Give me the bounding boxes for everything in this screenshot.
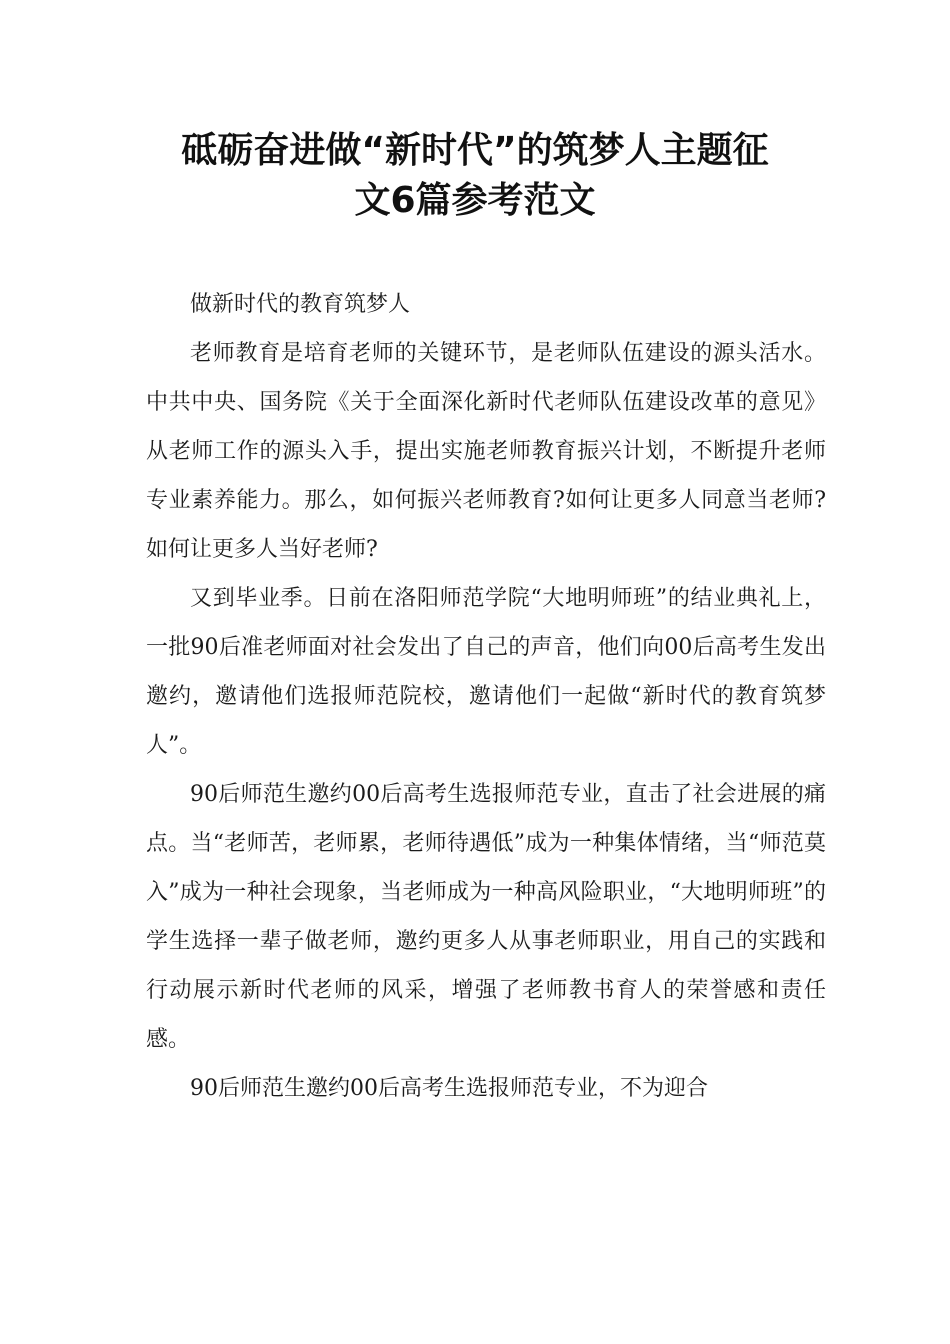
title-line-2: 文6篇参考范文: [354, 180, 596, 221]
paragraph-3: 90后师范生邀约00后高考生选报师范专业，直击了社会进展的痛点。当“老师苦，老师累，老师待遇低”成为一种集体情绪，当“师范莫入”成为一种社会现象，当老师成为一种高风险职业，“大地明师班”的学生选择一辈子做老师，邀约更多人从事老师职业，用自己的实践和行动展示新时代老师的风采，增强了老师教书育人的荣誉感和责任感。: [146, 782, 826, 1052]
paragraph-4: 90后师范生邀约00后高考生选报师范专业，不为迎合: [190, 1076, 708, 1101]
document-title: [100, 126, 850, 226]
section-subheading: 做新时代的教育筑梦人: [190, 292, 411, 317]
document-body: [146, 280, 826, 1113]
paragraph-1: 老师教育是培育老师的关键环节，是老师队伍建设的源头活水。中共中央、国务院《关于全面深化新时代老师队伍建设改革的意见》从老师工作的源头入手，提出实施老师教育振兴计划，不断提升老师专业素养能力。那么，如何振兴老师教育?如何让更多人同意当老师?如何让更多人当好老师?: [146, 341, 826, 562]
paragraph-2: 又到毕业季。日前在洛阳师范学院“大地明师班”的结业典礼上，一批90后准老师面对社会发出了自己的声音，他们向00后高考生发出邀约，邀请他们选报师范院校，邀请他们一起做“新时代的教育筑梦人”。: [146, 586, 826, 758]
title-line-1: 砥砺奋进做“新时代”的筑梦人主题征: [181, 130, 769, 171]
